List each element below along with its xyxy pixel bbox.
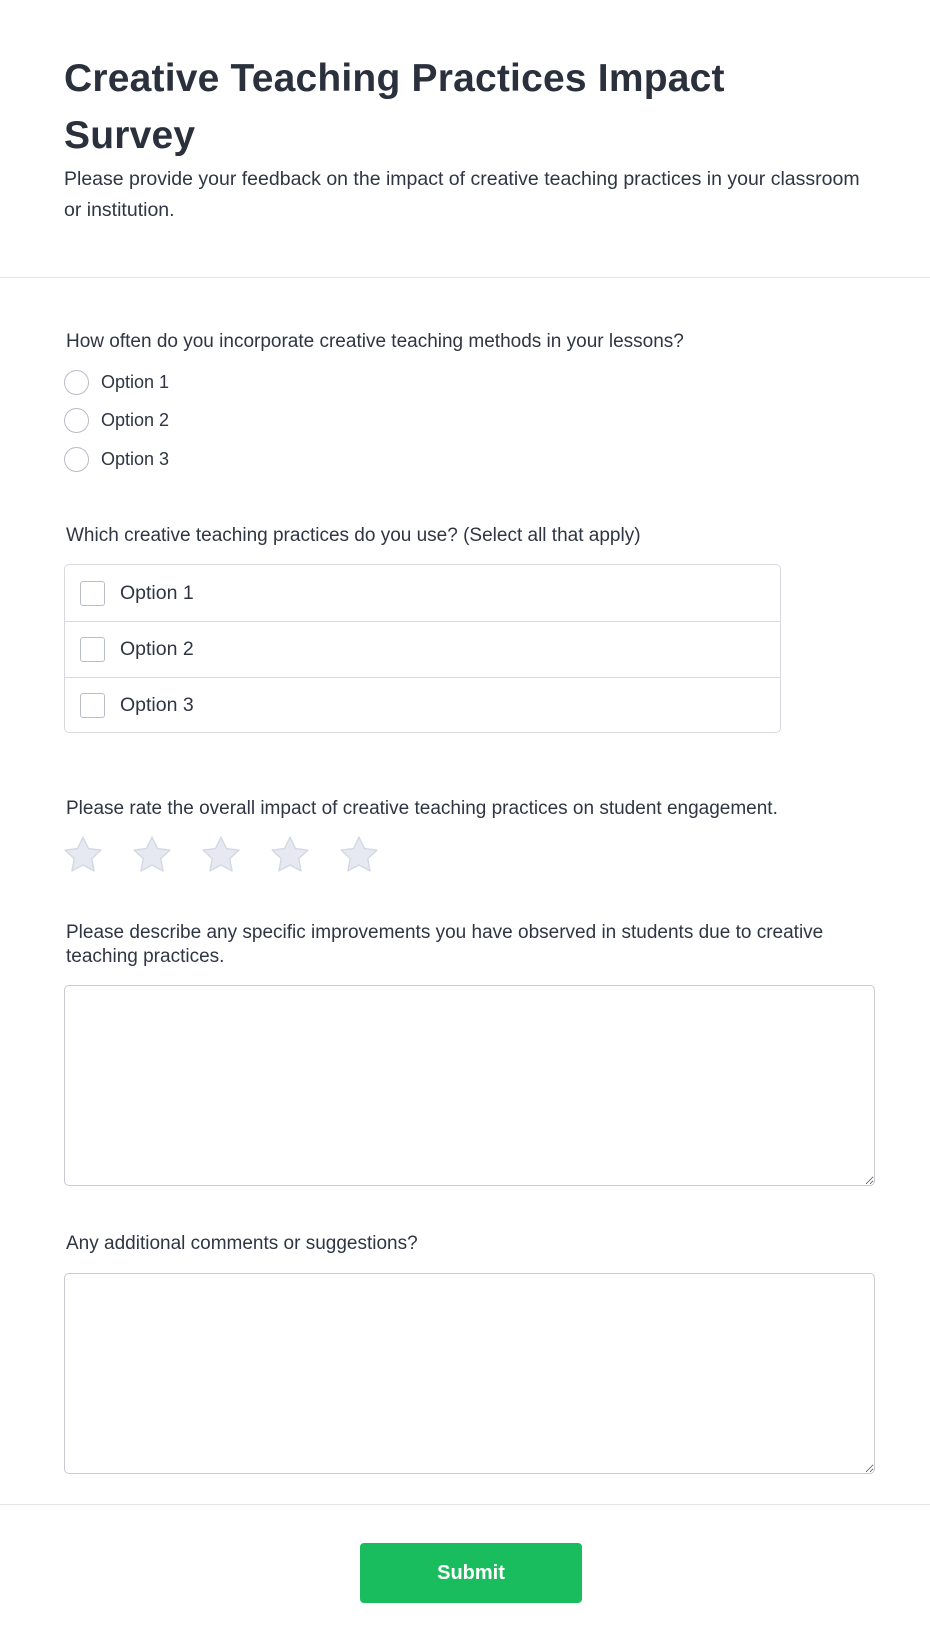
practices-checkbox-option-1[interactable]: [65, 565, 780, 621]
star-icon[interactable]: [338, 834, 380, 876]
practices-checkbox-option-2[interactable]: [65, 621, 780, 677]
radio-option-label: Option 2: [101, 409, 170, 430]
question-rating-label: Please rate the overall impact of creative teaching practices on student engagement.: [66, 798, 778, 819]
frequency-radio-option-1[interactable]: [64, 369, 169, 395]
comments-textarea[interactable]: [64, 1273, 875, 1474]
radio-button[interactable]: [64, 447, 89, 472]
star-icon[interactable]: [200, 834, 242, 876]
checkbox[interactable]: [80, 693, 105, 718]
checkbox-option-label: Option 1: [120, 581, 194, 604]
question-practices-label: Which creative teaching practices do you use? (Select all that apply): [66, 525, 641, 546]
question-frequency-label: How often do you incorporate creative teaching methods in your lessons?: [66, 331, 684, 352]
star-rating: [62, 834, 407, 876]
star-icon[interactable]: [62, 834, 104, 876]
checkbox-option-label: Option 3: [120, 694, 194, 716]
survey-description: Please provide your feedback on the impact of creative teaching practices in your classroom or institution.: [64, 168, 860, 221]
improvements-textarea[interactable]: [64, 985, 875, 1186]
star-icon[interactable]: [131, 834, 173, 876]
survey-header: [0, 0, 930, 278]
radio-button[interactable]: [64, 408, 89, 433]
practices-checkbox-option-3[interactable]: [65, 677, 780, 733]
question-comments-label: Any additional comments or suggestions?: [66, 1233, 418, 1254]
star-icon[interactable]: [269, 834, 311, 876]
radio-option-label: Option 3: [101, 448, 170, 469]
survey-title: Creative Teaching Practices Impact Survey: [64, 57, 725, 157]
radio-option-label: Option 1: [101, 371, 170, 392]
frequency-radio-option-2[interactable]: [64, 407, 169, 433]
frequency-radio-option-3[interactable]: [64, 446, 169, 472]
checkbox[interactable]: [80, 581, 105, 606]
practices-checkbox-group: [64, 564, 781, 733]
question-improvements-label: Please describe any specific improvements you have observed in students due to creative teaching practices.: [66, 922, 824, 967]
submit-button[interactable]: Submit: [360, 1543, 582, 1603]
radio-button[interactable]: [64, 370, 89, 395]
checkbox-option-label: Option 2: [120, 638, 194, 660]
checkbox[interactable]: [80, 637, 105, 662]
